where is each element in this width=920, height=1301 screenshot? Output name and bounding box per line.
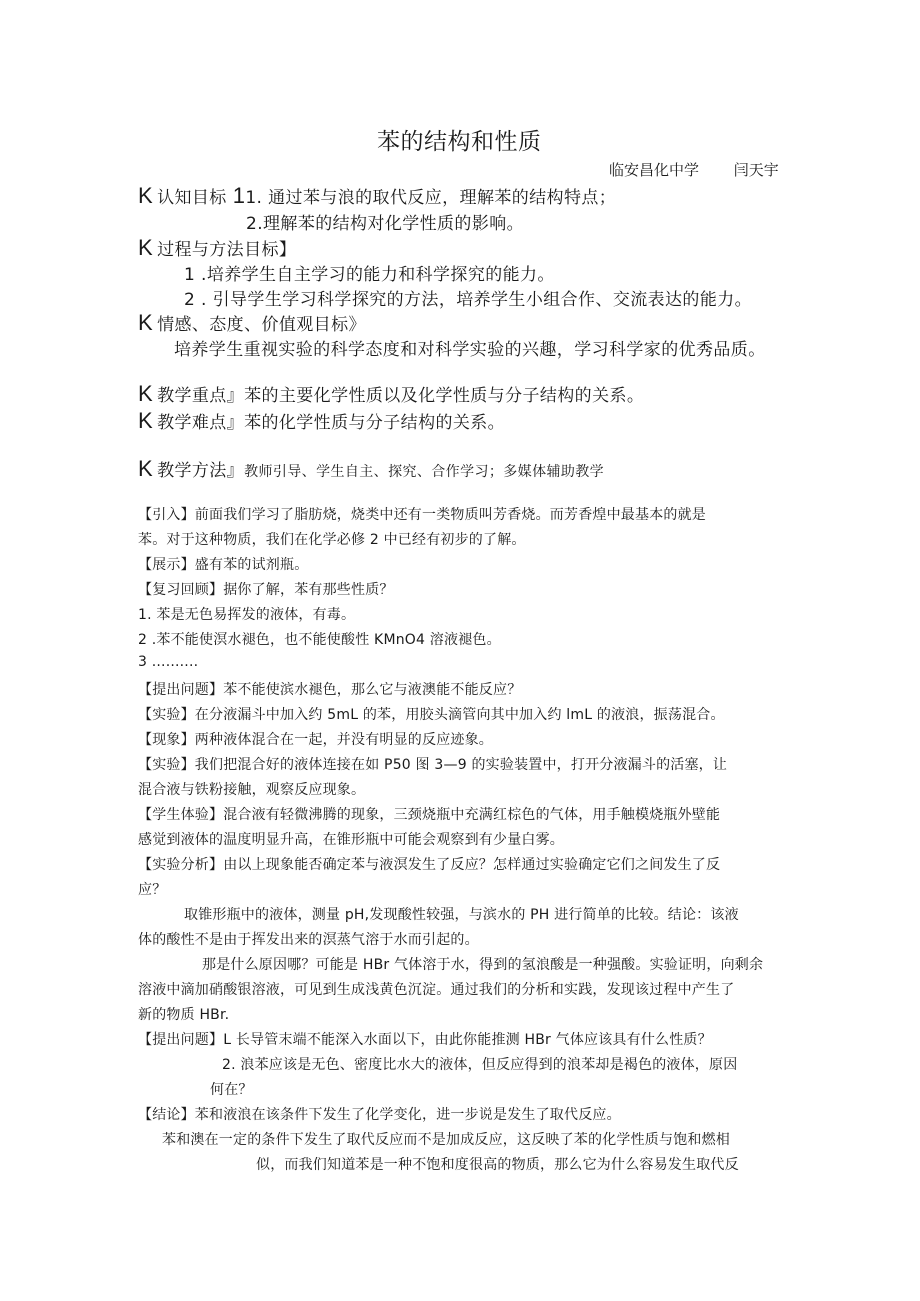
- teaching-method: [138, 456, 604, 482]
- process-item-1: 1 .培养学生自主学习的能力和科学探究的能力。: [184, 265, 555, 285]
- body-line: 感觉到液体的温度明显升高，在锥形瓶中可能会观察到有少量白雾。: [138, 832, 564, 848]
- body-line: 2. 浪苯应该是无色、密度比水大的液体，但反应得到的浪苯却是褐色的液体，原因: [222, 1057, 738, 1073]
- cognitive-objective-heading: [138, 183, 616, 209]
- body-line: 【实验】在分液漏斗中加入约 5mL 的苯，用胶头滴管向其中加入约 lmL 的液浪，振荡混合。: [138, 707, 725, 723]
- cognitive-item-1: 1. 通过苯与浪的取代反应，理解苯的结构特点；: [245, 188, 617, 208]
- body-line: 【复习回顾】据你了解，苯有那些性质？: [138, 582, 394, 598]
- process-objective-heading: [138, 235, 296, 261]
- emotion-objective-heading: [138, 310, 366, 336]
- body-line: 那是什么原因哪？可能是 HBr 气体溶于水，得到的氢浪酸是一种强酸。实验证明，向剩余: [202, 957, 764, 973]
- k-marker: K: [138, 408, 154, 433]
- body-line: 应？: [138, 882, 167, 898]
- body-line: 【现象】两种液体混合在一起，并没有明显的反应迹象。: [138, 732, 493, 748]
- body-line: 【引入】前面我们学习了脂肪烧，烧类中还有一类物质叫芳香烧。而芳香煌中最基本的就是: [138, 507, 706, 523]
- teaching-difficulty: [138, 408, 505, 434]
- body-line: 何在？: [210, 1082, 253, 1098]
- process-label: 过程与方法目标】: [157, 240, 297, 260]
- emotion-label: 情感、态度、价值观目标》: [157, 315, 366, 335]
- body-line: 苯和澳在一定的条件下发生了取代反应而不是加成反应，这反映了苯的化学性质与饱和燃相: [162, 1132, 730, 1148]
- body-line: 【提出问题】L 长导管末端不能深入水面以下，由此你能推测 HBr 气体应该具有什么性质？: [138, 1032, 712, 1048]
- page-title: 苯的结构和性质: [377, 129, 542, 155]
- body-line: 取锥形瓶中的液体，测量 pH,发现酸性较强，与滨水的 PH 进行简单的比较。结论：该液: [184, 907, 739, 923]
- body-line: 【实验分析】由以上现象能否确定苯与液溟发生了反应？怎样通过实验确定它们之间发生了反: [138, 857, 721, 873]
- body-line: 1. 苯是无色易挥发的液体，有毒。: [138, 607, 356, 623]
- body-line: 溶液中滴加硝酸银溶液，可见到生成浅黄色沉淀。通过我们的分析和实践，发现该过程中产生了: [138, 982, 735, 998]
- body-line: 2 .苯不能使溟水褪色，也不能使酸性 KMnO4 溶液褪色。: [138, 632, 501, 648]
- teaching-focus: [138, 381, 644, 407]
- body-line: 【学生体验】混合液有轻微沸腾的现象，三颈烧瓶中充满红棕色的气体，用手触模烧瓶外壁能: [138, 807, 721, 823]
- k-marker: K: [138, 381, 154, 406]
- cognitive-label: 认知目标: [157, 188, 227, 208]
- body-line: 新的物质 HBr.: [138, 1007, 230, 1023]
- body-line: 【结论】苯和液浪在该条件下发生了化学变化，进一步说是发生了取代反应。: [138, 1107, 621, 1123]
- body-line: 苯。对于这种物质，我们在化学必修 2 中已经有初步的了解。: [138, 532, 526, 548]
- k-marker: K: [138, 456, 154, 481]
- cognitive-number: 1: [232, 183, 246, 208]
- cognitive-item-2: 2.理解苯的结构对化学性质的影响。: [246, 214, 525, 234]
- k-marker: K: [138, 310, 154, 335]
- teaching-method-label: 教学方法』: [157, 461, 245, 481]
- body-line: 【展示】盛有苯的试剂瓶。: [138, 557, 309, 573]
- teaching-focus-text: 教学重点』苯的主要化学性质以及化学性质与分子结构的关系。: [157, 386, 645, 406]
- author-line: 临安昌化中学 闫天宇: [609, 161, 779, 179]
- body-line: 【提出问题】苯不能使滨水褪色，那么它与液澳能不能反应？: [138, 682, 522, 698]
- body-line: 混合液与铁粉接触，观察反应现象。: [138, 782, 366, 798]
- k-marker: K: [138, 183, 154, 208]
- body-line: 体的酸性不是由于挥发出来的溟蒸气溶于水而引起的。: [138, 932, 479, 948]
- teaching-difficulty-text: 教学难点』苯的化学性质与分子结构的关系。: [157, 413, 506, 433]
- k-marker: K: [138, 235, 154, 260]
- body-line: 3 ..........: [138, 654, 199, 670]
- teaching-method-text: 教师引导、学生自主、探究、合作学习；多媒体辅助教学: [244, 464, 605, 480]
- emotion-item-1: 培养学生重视实验的科学态度和对科学实验的兴趣，学习科学家的优秀品质。: [174, 340, 766, 360]
- body-line: 【实验】我们把混合好的液体连接在如 P50 图 3—9 的实验装置中，打开分液漏斗的活塞，让: [138, 757, 728, 773]
- body-line: 似，而我们知道苯是一种不饱和度很高的物质，那么它为什么容易发生取代反: [256, 1157, 739, 1173]
- process-item-2: 2 . 引导学生学习科学探究的方法，培养学生小组合作、交流表达的能力。: [184, 290, 753, 310]
